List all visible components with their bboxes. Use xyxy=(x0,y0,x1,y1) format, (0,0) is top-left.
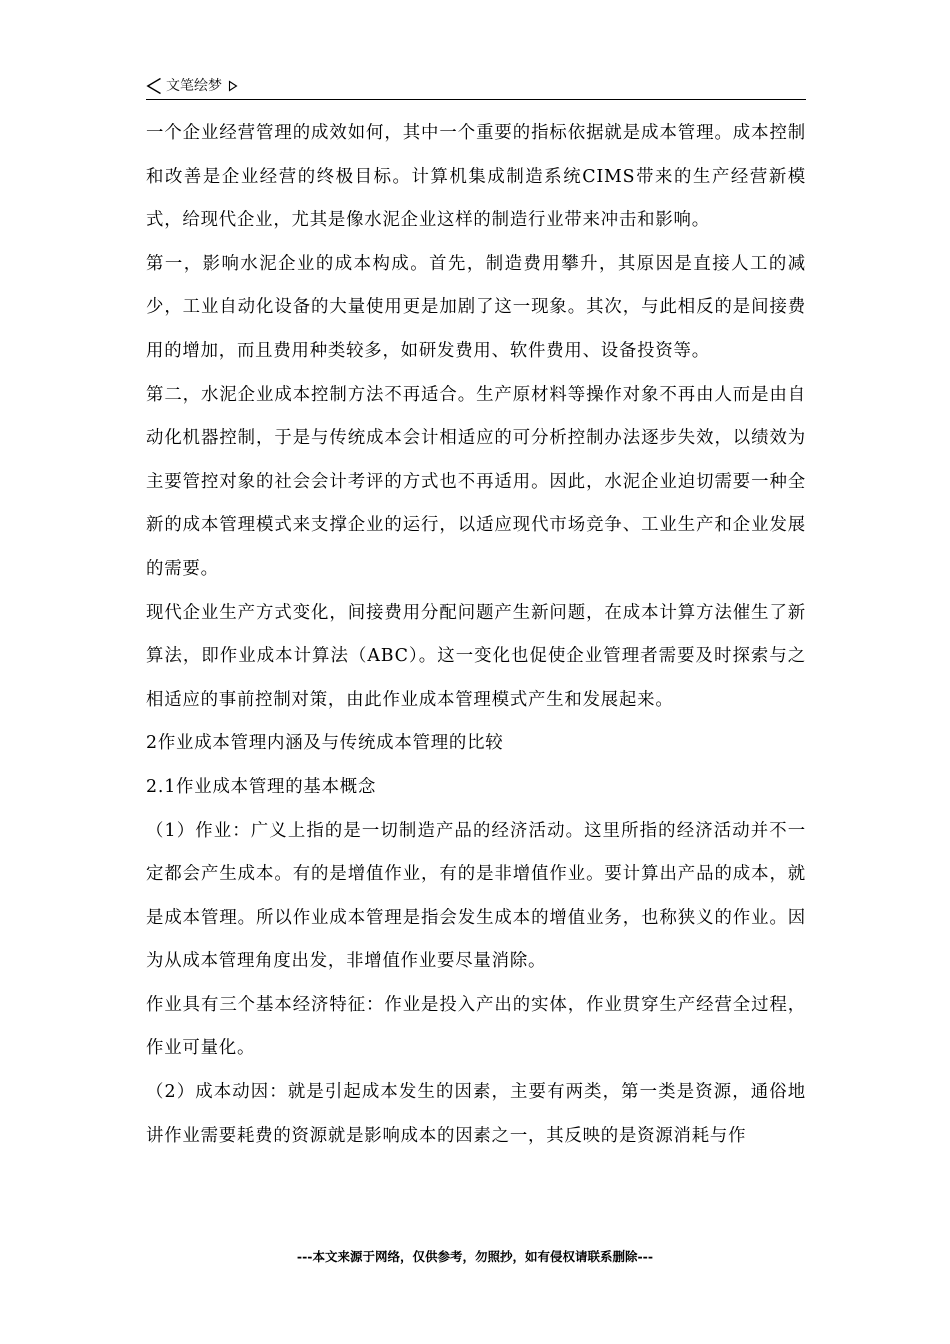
footer-notice: ---本文来源于网络，仅供参考，勿照抄，如有侵权请联系删除--- xyxy=(296,1249,654,1264)
paragraph: 第一，影响水泥企业的成本构成。首先，制造费用攀升，其原因是直接人工的减少，工业自动化设备的大量使用更是加剧了这一现象。其次，与此相反的是间接费用的增加，而且费用种类较多，如研发费用、软件费用、设备投资等。 xyxy=(146,253,806,361)
brand-name: 文笔绘梦 xyxy=(166,78,222,94)
paragraph: （1）作业：广义上指的是一切制造产品的经济活动。这里所指的经济活动并不一定都会产生成本。有的是增值作业，有的是非增值作业。要计算出产品的成本，就是成本管理。所以作业成本管理是指会发生成本的增值业务，也称狭义的作业。因为从成本管理角度出发，非增值作业要尽量消除。 xyxy=(146,820,806,972)
brand xyxy=(146,75,238,97)
section-heading: 2作业成本管理内涵及与传统成本管理的比较 xyxy=(146,733,504,754)
page-header xyxy=(146,75,806,100)
paragraph: 现代企业生产方式变化，间接费用分配问题产生新问题，在成本计算方法催生了新算法，即作业成本计算法（ABC）。这一变化也促使企业管理者需要及时探索与之相适应的事前控制对策，由此作业成本管理模式产生和发展起来。 xyxy=(146,602,806,710)
right-triangle-icon xyxy=(228,80,238,92)
paragraph: 第二，水泥企业成本控制方法不再适合。生产原材料等操作对象不再由人而是由自动化机器控制，于是与传统成本会计相适应的可分析控制办法逐步失效，以绩效为主要管控对象的社会会计考评的方式也不再适用。因此，水泥企业迫切需要一种全新的成本管理模式来支撑企业的运行，以适应现代市场竞争、工业生产和企业发展的需要。 xyxy=(146,384,806,579)
paragraph: 一个企业经营管理的成效如何，其中一个重要的指标依据就是成本管理。成本控制和改善是企业经营的终极目标。计算机集成制造系统CIMS带来的生产经营新模式，给现代企业，尤其是像水泥企业这样的制造行业带来冲击和影响。 xyxy=(146,123,806,231)
paragraph: （2）成本动因：就是引起成本发生的因素，主要有两类，第一类是资源，通俗地讲作业需要耗费的资源就是影响成本的因素之一，其反映的是资源消耗与作 xyxy=(146,1082,806,1146)
left-triangle-icon xyxy=(146,77,162,95)
subsection-heading: 2.1作业成本管理的基本概念 xyxy=(146,776,377,797)
paragraph: 作业具有三个基本经济特征：作业是投入产出的实体，作业贯穿生产经营全过程，作业可量化。 xyxy=(146,994,806,1059)
document-body xyxy=(146,112,806,1158)
